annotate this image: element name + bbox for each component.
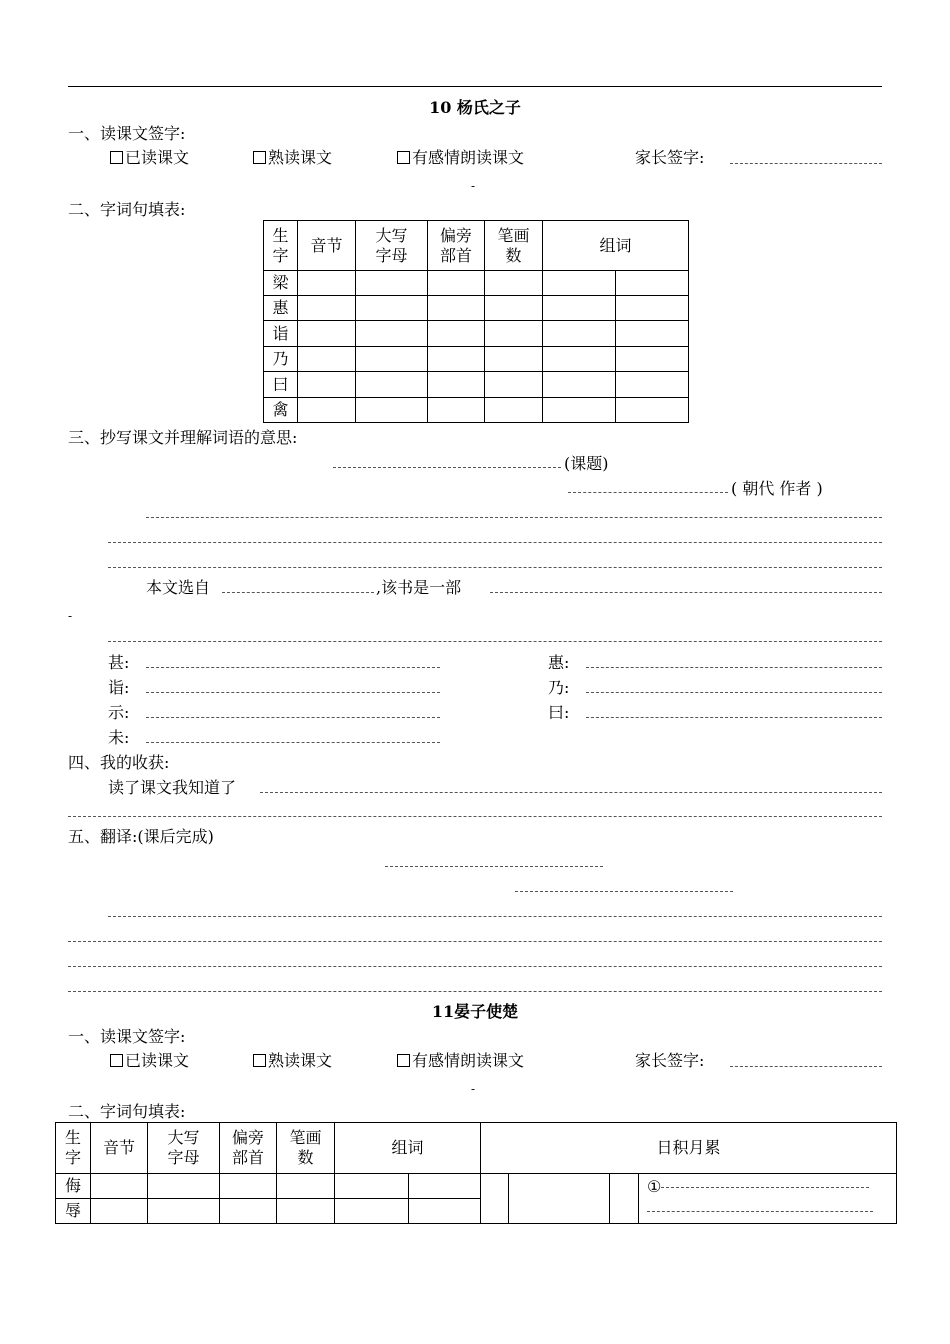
vocab-field[interactable]: [146, 742, 440, 743]
accum-field[interactable]: [647, 1211, 873, 1212]
table-row: [264, 296, 689, 321]
th-pinyin: 音节: [298, 221, 356, 271]
vocab-field[interactable]: [586, 692, 882, 693]
check-label: 有感情朗读课文: [412, 148, 525, 167]
th-strokes: 笔画 数: [485, 221, 543, 271]
l11-sec1-label: 一、读课文签字:: [68, 1027, 186, 1046]
translate-line[interactable]: [68, 966, 882, 967]
char-cell: 惠: [264, 296, 298, 321]
l11-check-emotion[interactable]: [397, 1051, 524, 1071]
l11-check-fluent[interactable]: [253, 1051, 332, 1071]
copy-line[interactable]: [146, 517, 882, 518]
th-strokes: 笔画 数: [277, 1123, 335, 1174]
th-words: 组词: [335, 1123, 481, 1174]
th-accumulation: 日积月累: [481, 1123, 897, 1174]
l11-parent-sign-field[interactable]: [730, 1066, 882, 1067]
copy-line[interactable]: [108, 567, 882, 568]
course-title-field[interactable]: [333, 467, 561, 468]
source-prefix: 本文选自: [146, 578, 211, 597]
l10-sec5-label: 五、翻译:(课后完成): [68, 827, 214, 846]
l10-sec1-label: 一、读课文签字:: [68, 124, 186, 143]
char-cell: 侮: [56, 1174, 91, 1199]
l10-sec4-prompt: 读了课文我知道了: [108, 778, 237, 797]
l11-char-table: [55, 1122, 897, 1224]
harvest-field[interactable]: [260, 792, 882, 793]
vocab-label: 示:: [108, 703, 130, 722]
vocab-field[interactable]: [146, 692, 440, 693]
dynasty-author-tag: ( 朝代 作者 ): [731, 479, 823, 498]
char-cell: 乃: [264, 347, 298, 372]
th-capital: 大写 字母: [356, 221, 428, 271]
l11-parent-sign-label: 家长签字:: [635, 1051, 705, 1070]
source-mid: ,该书是一部: [376, 578, 462, 597]
l10-sec4-label: 四、我的收获:: [68, 753, 170, 772]
th-radical: 偏旁 部首: [220, 1123, 277, 1174]
check-label: 熟读课文: [268, 148, 333, 167]
vocab-label: 惠:: [548, 653, 570, 672]
th-char: 生 字: [56, 1123, 91, 1174]
l10-check-fluent[interactable]: [253, 148, 332, 168]
l10-char-table: [263, 220, 689, 423]
check-label: 已读课文: [125, 1051, 190, 1070]
table-row: [264, 372, 689, 398]
char-cell: 诣: [264, 321, 298, 347]
char-cell: 辱: [56, 1199, 91, 1224]
vocab-label: 诣:: [108, 678, 130, 697]
accumulation-cell[interactable]: [639, 1174, 897, 1224]
source-type-field[interactable]: [490, 592, 882, 593]
l10-sec2-label: 二、字词句填表:: [68, 200, 186, 219]
vocab-field[interactable]: [146, 667, 440, 668]
checkbox[interactable]: [253, 1054, 266, 1067]
copy-line[interactable]: [108, 641, 882, 642]
vocab-label: 曰:: [548, 703, 570, 722]
vocab-field[interactable]: [586, 667, 882, 668]
lesson11-title: 11晏子使楚: [431, 1002, 519, 1021]
table-row: [264, 271, 689, 296]
char-cell: 曰: [264, 372, 298, 398]
l10-check-emotion[interactable]: [397, 148, 524, 168]
source-minus: -: [68, 609, 73, 623]
l10-parent-sign-field[interactable]: [730, 163, 882, 164]
check-label: 有感情朗读课文: [412, 1051, 525, 1070]
vocab-label: 甚:: [108, 653, 130, 672]
checkbox[interactable]: [110, 151, 123, 164]
l10-minus: -: [471, 179, 476, 193]
translate-title-field[interactable]: [385, 866, 603, 867]
th-pinyin: 音节: [91, 1123, 148, 1174]
vocab-label: 未:: [108, 728, 130, 747]
th-capital: 大写 字母: [148, 1123, 220, 1174]
l10-parent-sign-label: 家长签字:: [635, 148, 705, 167]
vocab-label: 乃:: [548, 678, 570, 697]
th-words: 组词: [543, 221, 689, 271]
checkbox[interactable]: [110, 1054, 123, 1067]
table-row: [264, 321, 689, 347]
l11-sec2-label: 二、字词句填表:: [68, 1102, 186, 1121]
checkbox[interactable]: [253, 151, 266, 164]
char-cell: 梁: [264, 271, 298, 296]
table-row: [264, 347, 689, 372]
translate-author-field[interactable]: [515, 891, 733, 892]
translate-line[interactable]: [68, 991, 882, 992]
l10-sec3-label: 三、抄写课文并理解词语的意思:: [68, 428, 298, 447]
check-label: 已读课文: [125, 148, 190, 167]
th-radical: 偏旁 部首: [428, 221, 485, 271]
checkbox[interactable]: [397, 151, 410, 164]
vocab-field[interactable]: [146, 717, 440, 718]
harvest-line[interactable]: [68, 816, 882, 817]
lesson10-title: 10 杨氏之子: [429, 98, 521, 117]
accum-marker: ①: [647, 1177, 662, 1196]
translate-line[interactable]: [108, 916, 882, 917]
course-title-tag: (课题): [564, 454, 609, 473]
char-cell: 禽: [264, 398, 298, 423]
th-char: 生 字: [264, 221, 298, 271]
accum-field[interactable]: [661, 1187, 869, 1188]
source-book-field[interactable]: [222, 592, 374, 593]
copy-line[interactable]: [108, 542, 882, 543]
vocab-field[interactable]: [586, 717, 882, 718]
l11-minus: -: [471, 1082, 476, 1096]
table-row: [264, 398, 689, 423]
l11-check-read[interactable]: [110, 1051, 189, 1071]
translate-line[interactable]: [68, 941, 882, 942]
check-label: 熟读课文: [268, 1051, 333, 1070]
header-rule: [68, 86, 882, 87]
l10-check-read[interactable]: [110, 148, 189, 168]
table-row: [56, 1174, 897, 1199]
dynasty-author-field[interactable]: [568, 492, 728, 493]
checkbox[interactable]: [397, 1054, 410, 1067]
